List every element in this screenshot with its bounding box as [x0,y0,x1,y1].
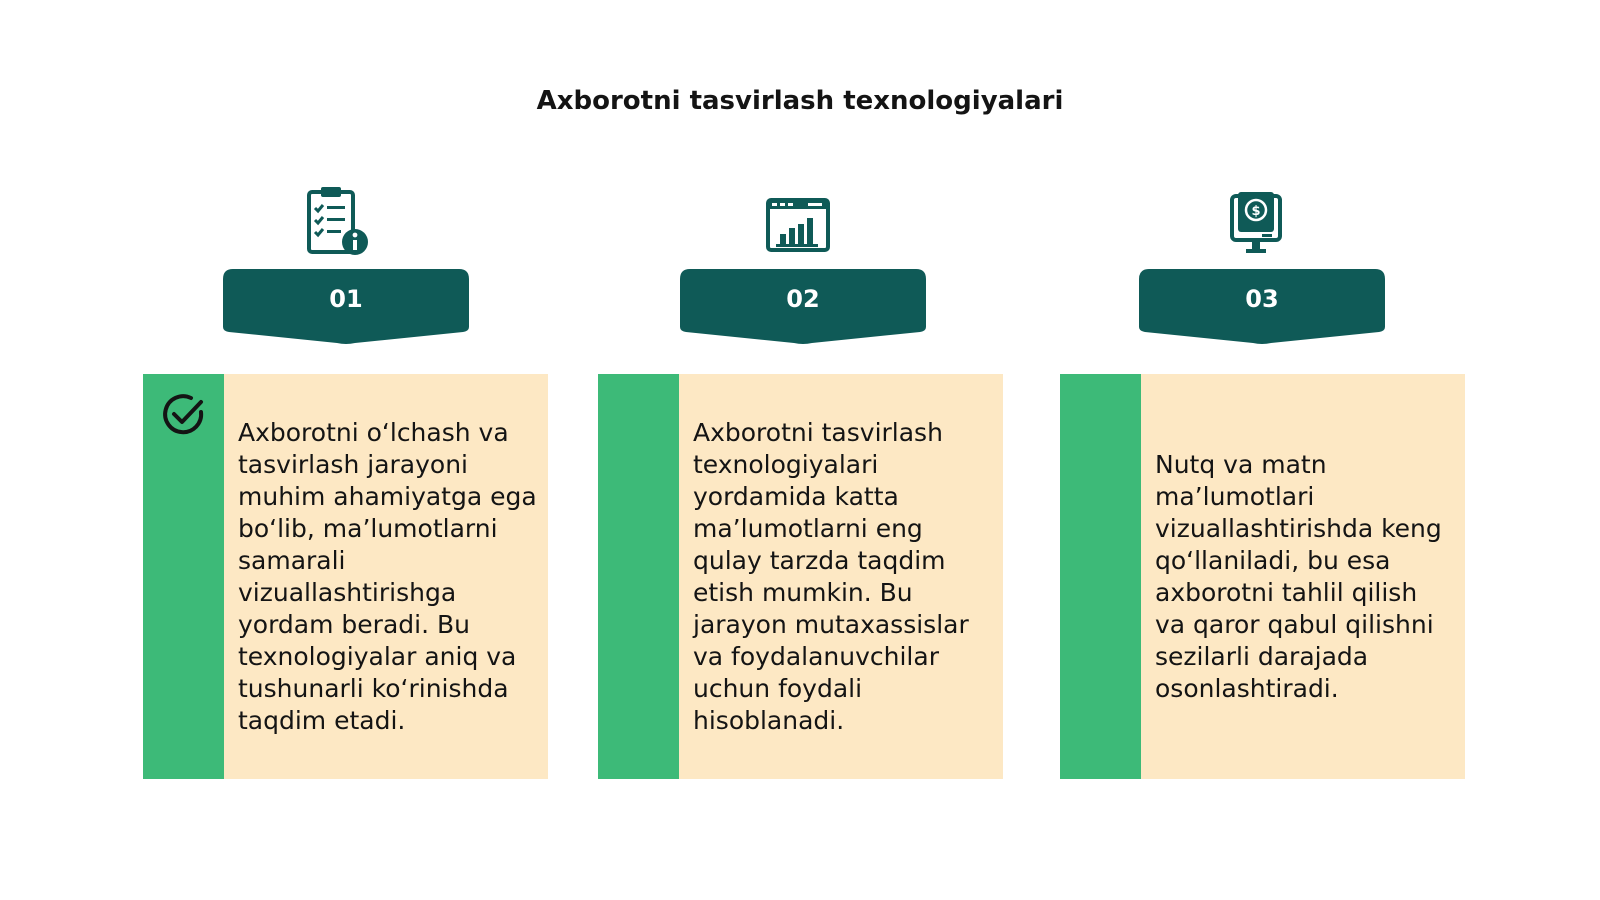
page-title: Axborotni tasvirlash texnologiyalari [536,86,1064,116]
clipboard-checklist-info-icon [303,186,383,260]
card-body [224,374,548,779]
step-number: 02 [786,285,820,313]
step-number: 03 [1245,285,1279,313]
svg-text:$: $ [1251,204,1261,219]
step-column-3 [1060,0,1465,900]
step-column-2 [598,0,1003,900]
card-text: Nutq va matn ma’lumotlari vizuallashtirishda keng qo‘llaniladi, bu esa axborotni tahlil qilish va qaror qabul qilishni sezilarli darajada osonlashtiradi. [1155,449,1442,703]
card-body [1141,374,1465,779]
step-card-2 [598,374,1003,779]
card-text: Axborotni tasvirlash texnologiyalari yordamida katta ma’lumotlarni eng qulay tarzda taqdim etish mumkin. Bu jarayon mutaxassislar va foydalanuvchilar uchun foydali hisoblanadi. [693,417,969,735]
card-stripe [598,374,679,779]
step-badge-1 [223,269,469,347]
card-text: Axborotni o‘lchash va tasvirlash jarayoni muhim ahamiyatga ega bo‘lib, ma’lumotlarni samarali vizuallashtirishga yordam beradi. Bu texnologiyalar aniq va tushunarli ko‘rinishda taqdim etadi. [238,417,537,735]
step-badge-3 [1139,269,1385,347]
step-badge-2 [680,269,926,347]
step-number: 01 [329,285,363,313]
step-column-1 [143,0,548,900]
card-stripe [1060,374,1141,779]
card-body [679,374,1003,779]
card-stripe [143,374,224,779]
step-card-1 [143,374,548,779]
browser-bar-chart-icon [758,186,838,260]
monitor-dollar-icon [1216,186,1296,260]
step-card-3 [1060,374,1465,779]
check-circle-icon [161,392,207,438]
